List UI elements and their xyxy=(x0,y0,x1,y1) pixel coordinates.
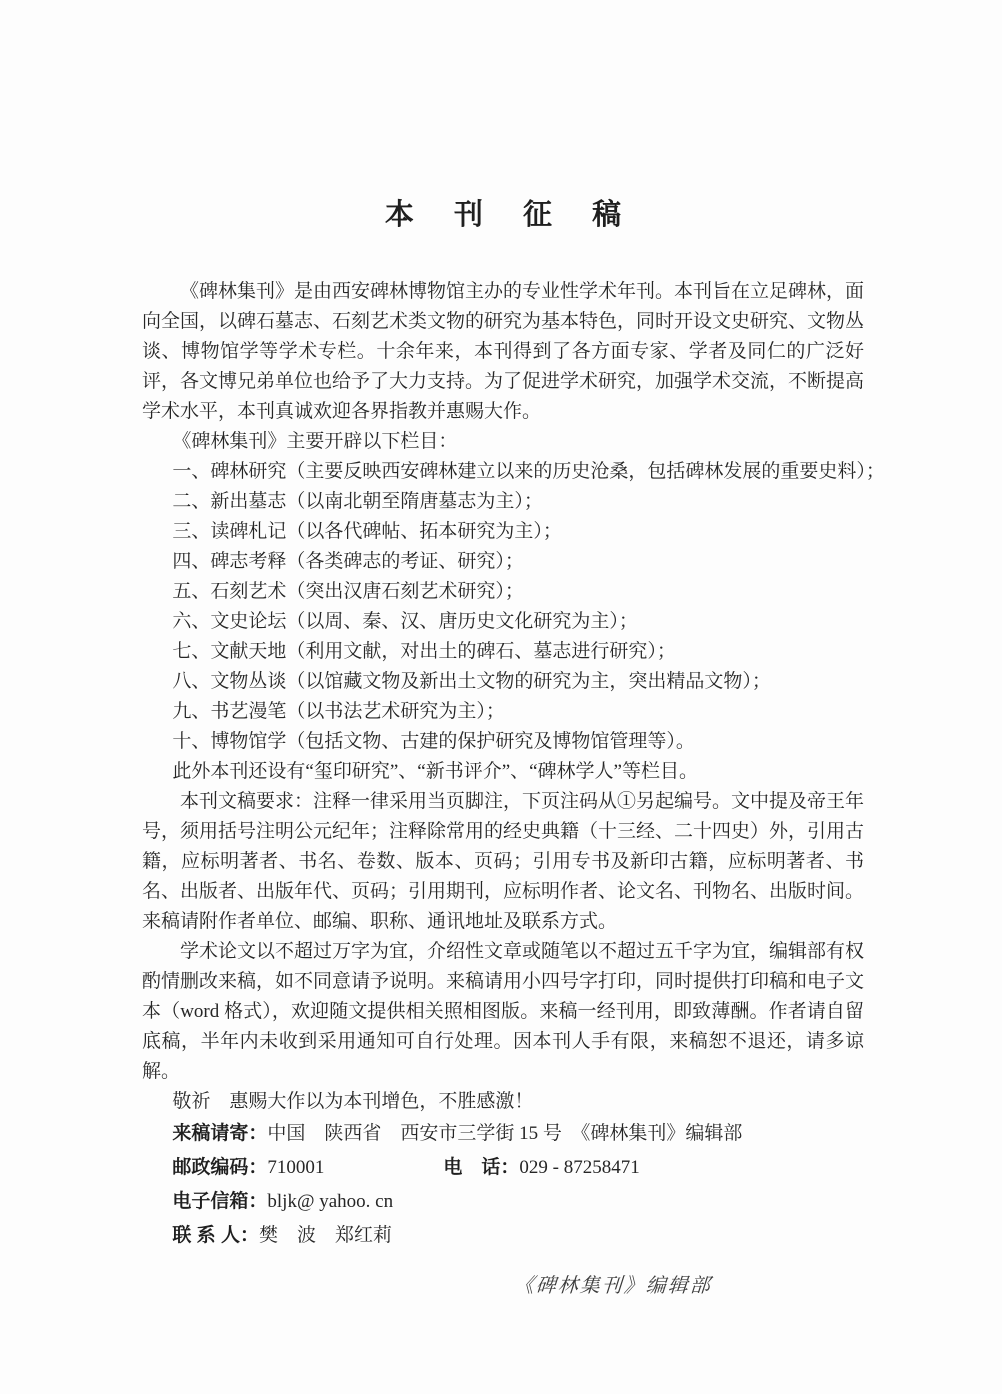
column-item-9: 九、书艺漫笔（以书法艺术研究为主）； xyxy=(172,701,505,722)
document-content xyxy=(142,192,885,1298)
submission-paragraph: 学术论文以不超过万字为宜，介绍性文章或随笔以不超过五千字为宜，编辑部有权酌情删改来稿，如不同意请予说明。来稿请用小四号字打印，同时提供打印稿和电子文本（word 格式），欢迎随文提供相关照相图版。来稿一经刊用，即致薄酬。作者请自留底稿，半年内未收到采用通知可自行处理。因本刊人手有限，来稿恕不退还，请多谅解。 xyxy=(142,941,865,1082)
address-value: 中国 陕西省 西安市三学街 15 号 《碑林集刊》编辑部 xyxy=(267,1123,743,1144)
column-item-7: 七、文献天地（利用文献，对出土的碑石、墓志进行研究）； xyxy=(172,641,676,662)
postal-phone-line xyxy=(142,1151,864,1185)
columns-header: 《碑林集刊》主要开辟以下栏目： xyxy=(172,431,458,452)
address-line xyxy=(142,1117,864,1151)
columns-extra: 此外本刊还设有“玺印研究”、“新书评介”、“碑林学人”等栏目。 xyxy=(172,761,698,782)
column-item-1: 一、碑林研究（主要反映西安碑林建立以来的历史沧桑，包括碑林发展的重要史料）； xyxy=(172,461,885,482)
email-value: bljk@ yahoo. cn xyxy=(267,1191,394,1212)
column-item-8: 八、文物丛谈（以馆藏文物及新出土文物的研究为主，突出精品文物）； xyxy=(172,671,771,692)
contact-person-value: 樊 波 郑红莉 xyxy=(258,1225,392,1246)
column-item-6: 六、文史论坛（以周、秦、汉、唐历史文化研究为主）； xyxy=(172,611,638,632)
column-item-5: 五、石刻艺术（突出汉唐石刻艺术研究）； xyxy=(172,581,524,602)
postal-value: 710001 xyxy=(267,1157,325,1178)
thanks-line: 敬祈 惠赐大作以为本刊增色，不胜感激！ xyxy=(172,1091,534,1112)
email-line xyxy=(142,1185,864,1219)
page-title: 本 刊 征 稿 xyxy=(384,199,638,231)
contact-person-line xyxy=(142,1219,864,1253)
postal-block xyxy=(172,1151,443,1185)
phone-value: 029 - 87258471 xyxy=(519,1157,640,1178)
email-label: 电子信箱： xyxy=(172,1191,268,1212)
column-item-2: 二、新出墓志（以南北朝至隋唐墓志为主）； xyxy=(172,491,543,512)
column-item-3: 三、读碑札记（以各代碑帖、拓本研究为主）； xyxy=(172,521,562,542)
address-label: 来稿请寄： xyxy=(172,1123,268,1144)
column-item-4: 四、碑志考释（各类碑志的考证、研究）； xyxy=(172,551,524,572)
contact-person-label: 联 系 人： xyxy=(172,1225,259,1246)
editorial-signature: 《碑林集刊》编辑部 xyxy=(513,1275,713,1297)
intro-paragraph: 《碑林集刊》是由西安碑林博物馆主办的专业性学术年刊。本刊旨在立足碑林，面向全国，以碑石墓志、石刻艺术类文物的研究为基本特色，同时开设文史研究、文物丛谈、博物馆学等学术专栏。十余年来，本刊得到了各方面专家、学者及同仁的广泛好评，各文博兄弟单位也给予了大力支持。为了促进学术研究，加强学术交流，不断提高学术水平，本刊真诚欢迎各界指教并惠赐大作。 xyxy=(142,281,865,422)
column-item-10: 十、博物馆学（包括文物、古建的保护研究及博物馆管理等）。 xyxy=(172,731,695,752)
postal-label: 邮政编码： xyxy=(172,1157,268,1178)
requirements-paragraph: 本刊文稿要求：注释一律采用当页脚注，下页注码从①另起编号。文中提及帝王年号，须用括号注明公元纪年；注释除常用的经史典籍（十三经、二十四史）外，引用古籍，应标明著者、书名、卷数、版本、页码；引用专书及新印古籍，应标明著者、书名、出版者、出版年代、页码；引用期刊，应标明作者、论文名、刊物名、出版时间。来稿请附作者单位、邮编、职称、通讯地址及联系方式。 xyxy=(142,791,865,932)
signature-row xyxy=(142,1269,864,1298)
phone-label: 电 话： xyxy=(443,1157,520,1178)
